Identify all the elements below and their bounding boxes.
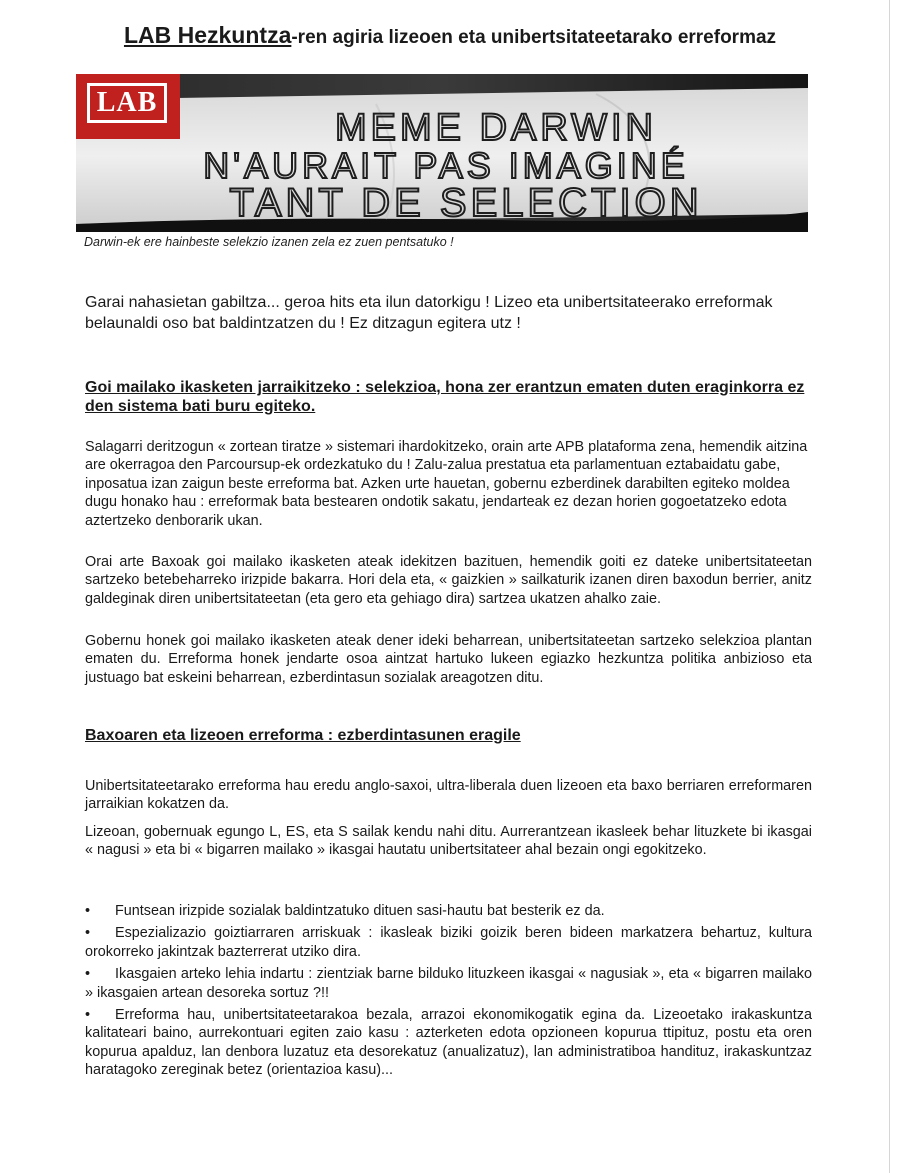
title-rest: -ren agiria lizeoen eta unibertsitateetarako erreformaz — [291, 27, 777, 48]
list-item-text: Ikasgaien arteko lehia indartu : zientziak barne bilduko lituzkeen ikasgai « nagusiak », eta « bigarren mailako » ikasgaien artean desoreka sortuz ?!! — [85, 966, 812, 1001]
sign-line-3: TANT DE SELECTION — [229, 181, 703, 225]
list-item — [85, 1006, 812, 1080]
protest-banner-image — [76, 74, 808, 232]
section1-paragraph-1: Salagarri deritzogun « zortean tiratze » sistemari ihardokitzeko, orain arte APB plataforma zena, hemendik aitzina are okerragoa den Parcoursup-ek ordezkatuko du ! Zalu-zalua prestatua eta parlamentuan eztabaidatu gabe, inposatua izan zaigun beste erreforma bat. Azken urte hauetan, gobernu ezberdinek darabilten egiteko moldea dugu honako hau : erreformak bata bestearen ondotik sakatu, jendarteak ez dezan horien gogoetatzeko edota aztertzeko denborarik ukan. — [85, 439, 808, 529]
section2-paragraph-2: Lizeoan, gobernuak egungo L, ES, eta S sailak kendu nahi ditu. Aurrerantzean ikasleek behar lituzkete bi ikasgai « nagusi » eta bi « bigarren mailako » ikasgai hautatu unibertsitateer ahal bezain ongi egokitzeko. — [85, 824, 812, 859]
image-caption: Darwin-ek ere hainbeste selekzio izanen zela ez zuen pentsatuko ! — [84, 235, 454, 249]
bullet-marker: • — [85, 925, 91, 942]
section1-paragraph-2: Orai arte Baxoak goi mailako ikasketen ateak idekitzen bazituen, hemendik goiti ez dateke unibertsitateetan sartzeko betebeharreko irizpide bakarra. Hori dela eta, « gaizkien » sailkaturik izanen diren baxodun berrier, anitz galdeginak diren unibertsitateetan (eta gero eta gehiago dira) sartzea ukatzen ahalko zaie. — [85, 554, 812, 607]
bullet-marker: • — [85, 1007, 91, 1024]
sign-line-2: N'AURAIT PAS IMAGINÉ — [203, 145, 689, 186]
banner-photo — [76, 74, 808, 232]
bullet-marker: • — [85, 966, 91, 983]
lab-logo — [76, 74, 180, 139]
list-item — [85, 965, 812, 1002]
list-item-text: Espezializazio goiztiarraren arriskuak : ikasleak biziki goizik beren bideen markatzera behartuz, kultura orokorreko jakintzak bazterrerat utziko dira. — [85, 925, 812, 960]
lab-logo-frame — [87, 83, 167, 123]
list-item-text: Erreforma hau, unibertsitateetarakoa bezala, arrazoi ekonomikogatik egina da. Lizeoetako irakaskuntza kalitateari baino, aurrekontuari egiten zaio kasu : azterketen edota opzioneen kopurua ttipituz, postu eta oren kopurua apalduz, lan denbora luzatuz eta desorekatuz (anualizatuz), lan administratiboa handituz, irakaskuntzaz haratagoko zereginak betez (orientazioa kasu)... — [85, 1007, 812, 1079]
section2-heading: Baxoaren eta lizeoen erreforma : ezberdintasunen eragile — [85, 727, 521, 744]
intro-paragraph: Garai nahasietan gabiltza... geroa hits eta ilun datorkigu ! Lizeo eta unibertsitateerako erreformak belaunaldi oso bat baldintzatzen du ! Ez ditzagun egitera utz ! — [85, 294, 773, 332]
list-item-text: Funtsean irizpide sozialak baldintzatuko dituen sasi-hautu bat besterik ez da. — [115, 903, 605, 919]
page-edge — [889, 0, 890, 1173]
page-title — [0, 22, 900, 49]
sign-line-1: MEME DARWIN — [335, 107, 657, 149]
bullet-list — [85, 902, 812, 1084]
list-item — [85, 902, 812, 920]
bullet-marker: • — [85, 903, 91, 919]
lab-logo-text: LAB — [96, 87, 158, 118]
section1-paragraph-3: Gobernu honek goi mailako ikasketen ateak dener ideki beharrean, unibertsitateetan sartzeko selekzioa plantan ematen du. Erreforma honek jendarte osoa aintzat hartuko lukeen egiazko hezkuntza politika anbizioso eta justuago bat eskeini beharrean, ezberdintasun sozialak areagotzen ditu. — [85, 633, 812, 686]
section1-heading: Goi mailako ikasketen jarraikitzeko : selekzioa, hona zer erantzun ematen duten eraginkorra ez den sistema bati buru egiteko. — [85, 379, 805, 415]
section2-paragraph-1: Unibertsitateetarako erreforma hau eredu anglo-saxoi, ultra-liberala duen lizeoen eta baxo berriaren erreformaren jarraikian kokatzen da. — [85, 778, 812, 813]
list-item — [85, 924, 812, 961]
title-brand: LAB Hezkuntza — [123, 22, 292, 48]
